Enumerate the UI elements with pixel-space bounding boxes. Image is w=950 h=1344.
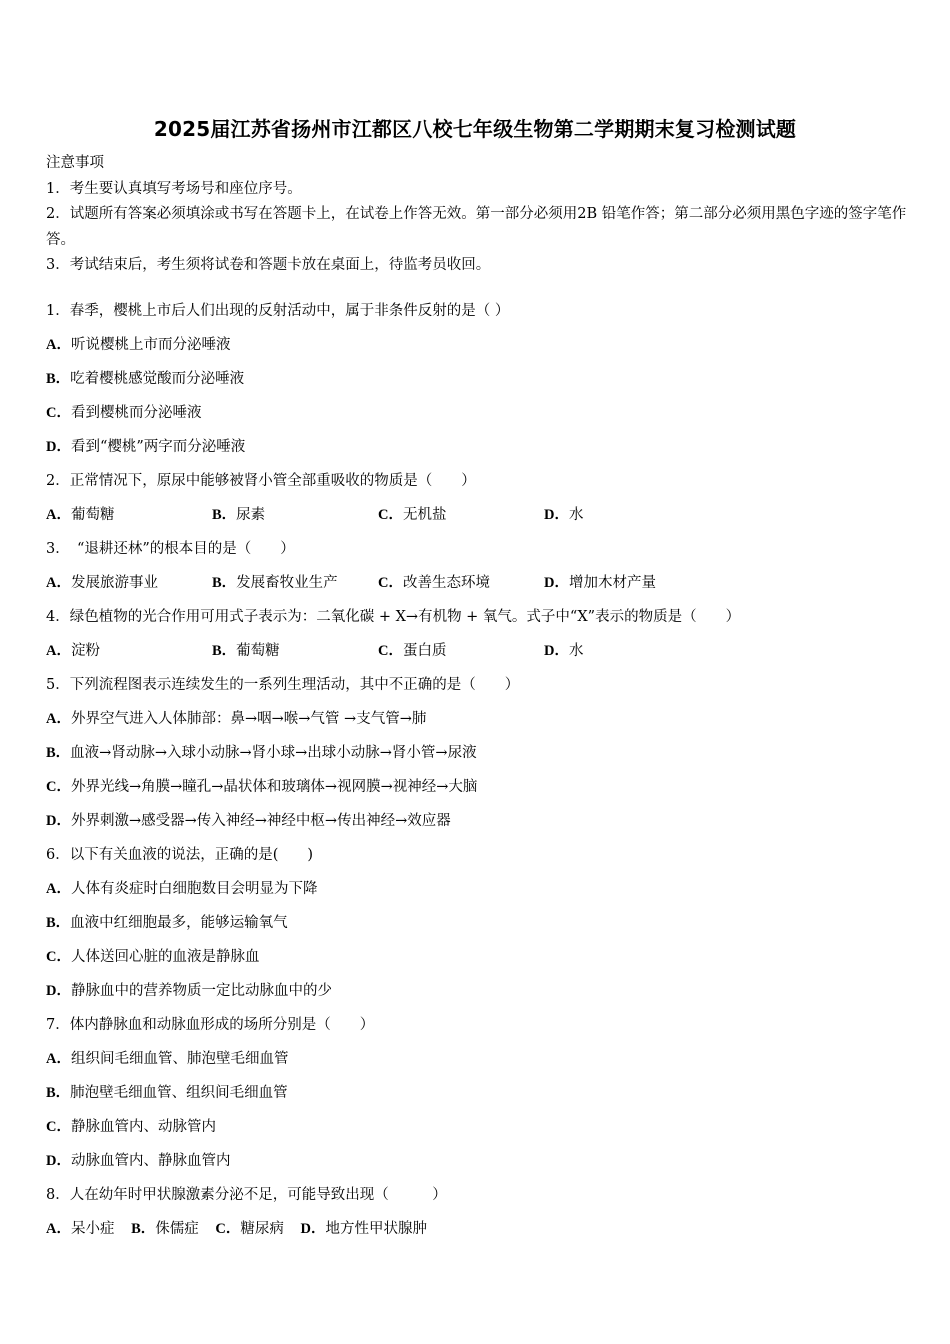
- option-label: C．: [215, 1221, 241, 1237]
- option-item: [378, 502, 544, 536]
- notice-item: 2．试题所有答案必须填涂或书写在答题卡上，在试卷上作答无效。第一部分必须用2B 铅笔作答；第二部分必须用黑色字迹的签字笔作答。: [46, 206, 907, 248]
- option-item: [46, 774, 908, 808]
- option-item: [378, 638, 544, 672]
- option-label: D．: [544, 643, 569, 659]
- option-row: [46, 1216, 908, 1250]
- option-text: 增加木材产量: [568, 575, 656, 591]
- option-item: [46, 978, 908, 1012]
- option-item: [46, 1114, 908, 1148]
- notice-section: [46, 151, 908, 279]
- option-item: [544, 638, 710, 672]
- option-item: [46, 434, 908, 468]
- option-item: [300, 1221, 426, 1237]
- option-text: 发展畜牧业生产: [236, 575, 338, 591]
- option-label: C．: [46, 949, 71, 965]
- option-item: [544, 502, 710, 536]
- option-label: B．: [46, 745, 71, 761]
- option-item: [212, 570, 378, 604]
- option-item: [46, 944, 908, 978]
- option-text: 水: [568, 507, 584, 523]
- option-text: 看到“樱桃”两字而分泌唾液: [70, 439, 246, 455]
- option-label: A．: [46, 881, 71, 897]
- notice-heading: 注意事项: [46, 155, 104, 171]
- option-label: B．: [212, 575, 237, 591]
- option-text: 葡萄糖: [236, 643, 280, 659]
- option-label: A．: [46, 337, 71, 353]
- option-label: B．: [46, 371, 71, 387]
- option-text: 侏儒症: [155, 1221, 199, 1237]
- option-text: 糖尿病: [240, 1221, 284, 1237]
- option-text: 静脉血中的营养物质一定比动脉血中的少: [70, 983, 332, 999]
- option-label: D．: [544, 507, 569, 523]
- option-text: 改善生态环境: [402, 575, 490, 591]
- question-stem: 1．春季，樱桃上市后人们出现的反射活动中，属于非条件反射的是（ ）: [46, 303, 510, 319]
- option-item: [46, 706, 908, 740]
- option-text: 吃着樱桃感觉酸而分泌唾液: [70, 371, 245, 387]
- option-label: B．: [212, 507, 237, 523]
- option-item: [46, 910, 908, 944]
- option-label: C．: [46, 779, 71, 795]
- option-label: B．: [131, 1221, 156, 1237]
- option-label: A．: [46, 1221, 71, 1237]
- option-label: D．: [544, 575, 569, 591]
- question-stem: 7．体内静脉血和动脉血形成的场所分别是（ ）: [46, 1017, 375, 1033]
- option-label: D．: [46, 813, 71, 829]
- notice-item: 1．考生要认真填写考场号和座位序号。: [46, 180, 302, 197]
- option-item: [46, 332, 908, 366]
- question-stem: 8．人在幼年时甲状腺激素分泌不足，可能导致出现（ ）: [46, 1187, 447, 1203]
- option-item: [46, 1046, 908, 1080]
- option-text: 动脉血管内、静脉血管内: [70, 1153, 231, 1169]
- option-text: 外界光线→角膜→瞳孔→晶状体和玻璃体→视网膜→视神经→大脑: [70, 779, 478, 795]
- option-text: 呆小症: [70, 1221, 115, 1237]
- option-text: 人体送回心脏的血液是静脉血: [70, 949, 260, 965]
- option-item: [46, 876, 908, 910]
- option-text: 尿素: [236, 507, 266, 523]
- question-stem: 2．正常情况下，原尿中能够被肾小管全部重吸收的物质是（ ）: [46, 473, 476, 489]
- option-item: [46, 570, 212, 604]
- option-label: C．: [46, 1119, 71, 1135]
- option-item: [46, 638, 212, 672]
- option-text: 发展旅游事业: [70, 575, 158, 591]
- option-text: 地方性甲状腺肿: [325, 1221, 427, 1237]
- option-text: 组织间毛细血管、肺泡壁毛细血管: [70, 1051, 289, 1067]
- option-item: [46, 502, 212, 536]
- option-text: 外界空气进入人体肺部：鼻→咽→喉→气管 →支气管→肺: [70, 711, 427, 727]
- notice-item: 3．考试结束后，考生须将试卷和答题卡放在桌面上，待监考员收回。: [46, 257, 491, 273]
- option-text: 人体有炎症时白细胞数目会明显为下降: [70, 881, 318, 897]
- option-label: C．: [378, 643, 403, 659]
- option-item: [46, 400, 908, 434]
- question-list: [46, 298, 908, 1250]
- option-text: 葡萄糖: [70, 507, 115, 523]
- option-label: A．: [46, 1051, 71, 1067]
- option-label: B．: [46, 915, 71, 931]
- option-item: [378, 570, 544, 604]
- question-stem: 4．绿色植物的光合作用可用式子表示为：二氧化碳 + X→有机物 + 氧气。式子中“X”表示的物质是（ ）: [46, 609, 741, 625]
- question-stem: 3． “退耕还林”的根本目的是（ ）: [46, 541, 295, 557]
- option-item: [212, 638, 378, 672]
- option-item: [46, 1148, 908, 1182]
- option-label: D．: [46, 1153, 71, 1169]
- option-label: A．: [46, 643, 71, 659]
- option-row: [46, 570, 908, 604]
- option-text: 水: [568, 643, 584, 659]
- option-item: [544, 570, 710, 604]
- option-item: [46, 1080, 908, 1114]
- option-item: [131, 1221, 199, 1237]
- option-row: [46, 502, 908, 536]
- option-item: [212, 502, 378, 536]
- option-label: A．: [46, 711, 71, 727]
- option-item: [46, 740, 908, 774]
- option-item: [46, 1221, 114, 1237]
- option-label: A．: [46, 507, 71, 523]
- option-row: [46, 638, 908, 672]
- option-text: 无机盐: [402, 507, 447, 523]
- question-stem: 5．下列流程图表示连续发生的一系列生理活动，其中不正确的是（ ）: [46, 677, 520, 693]
- option-label: B．: [46, 1085, 71, 1101]
- option-text: 看到樱桃而分泌唾液: [70, 405, 202, 421]
- option-item: [215, 1221, 283, 1237]
- option-label: B．: [212, 643, 237, 659]
- option-text: 肺泡壁毛细血管、组织间毛细血管: [70, 1085, 288, 1101]
- option-text: 静脉血管内、动脉管内: [70, 1119, 216, 1135]
- option-label: C．: [378, 507, 403, 523]
- option-text: 血液中红细胞最多，能够运输氧气: [70, 915, 288, 931]
- page-title: 2025届江苏省扬州市江都区八校七年级生物第二学期期末复习检测试题: [153, 117, 797, 141]
- option-label: A．: [46, 575, 71, 591]
- option-text: 外界刺激→感受器→传入神经→神经中枢→传出神经→效应器: [70, 813, 451, 829]
- option-label: C．: [46, 405, 71, 421]
- option-text: 血液→肾动脉→入球小动脉→肾小球→出球小动脉→肾小管→尿液: [70, 745, 477, 761]
- option-text: 淀粉: [70, 643, 100, 659]
- option-label: D．: [46, 439, 71, 455]
- option-text: 蛋白质: [402, 643, 447, 659]
- option-label: D．: [300, 1221, 326, 1237]
- option-label: D．: [46, 983, 71, 999]
- option-item: [46, 366, 908, 400]
- option-item: [46, 808, 908, 842]
- question-stem: 6．以下有关血液的说法，正确的是( ): [46, 847, 314, 863]
- option-text: 听说樱桃上市而分泌唾液: [70, 337, 231, 353]
- option-label: C．: [378, 575, 403, 591]
